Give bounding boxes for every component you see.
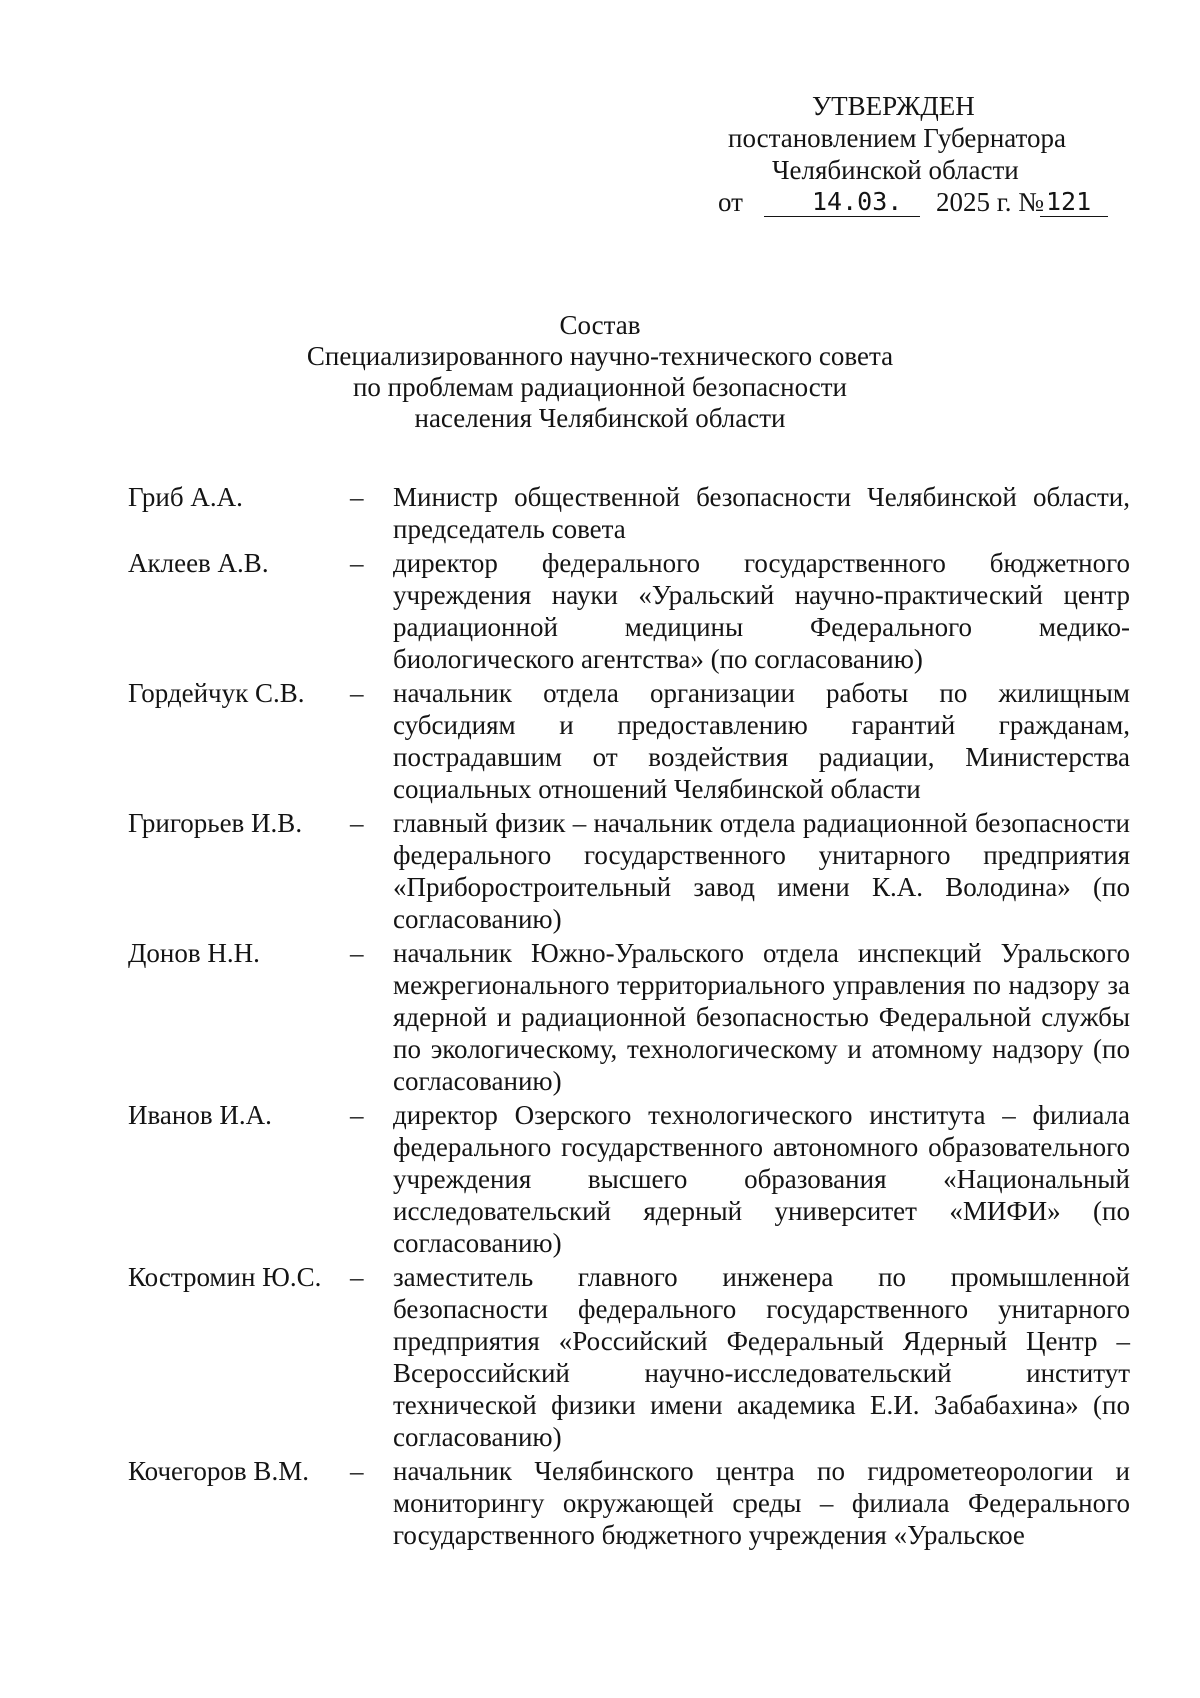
member-dash: –	[350, 1100, 364, 1130]
member-dash: –	[350, 482, 364, 512]
member-role: начальник отдела организации работы по жилищным субсидиям и предоставлению гарантий гражданам, пострадавшим от воздействия радиации, Министерства социальных отношений Челябинской области	[393, 678, 1130, 804]
member-entry	[128, 677, 1130, 805]
date-prefix: от	[718, 187, 743, 217]
approval-heading: УТВЕРЖДЕН	[812, 91, 975, 121]
approval-line-resolution: постановлением Губернатора	[728, 123, 1066, 153]
member-dash: –	[350, 1262, 364, 1292]
date-underline	[764, 186, 920, 217]
member-dash: –	[350, 678, 364, 708]
title-line-1: Состав	[559, 310, 641, 340]
member-role: директор Озерского технологического института – филиала федерального государственного автономного образовательного учреждения высшего образования «Национальный исследовательский ядерный университет «МИФИ» (по согласованию)	[393, 1100, 1130, 1258]
member-name: Кочегоров В.М.	[128, 1456, 309, 1486]
member-entry	[128, 937, 1130, 1097]
member-name: Костромин Ю.С.	[128, 1262, 322, 1292]
member-entry	[128, 1261, 1130, 1453]
member-dash: –	[350, 548, 364, 578]
date-value: 14.03.	[812, 187, 903, 216]
title-line-3: по проблемам радиационной безопасности	[352, 372, 847, 402]
member-entry	[128, 807, 1130, 935]
member-dash: –	[350, 1456, 364, 1486]
member-entry	[128, 1455, 1130, 1551]
member-name: Донов Н.Н.	[128, 938, 260, 968]
member-name: Григорьев И.В.	[128, 808, 303, 838]
title-line-2: Специализированного научно-технического совета	[306, 341, 894, 371]
member-role: начальник Южно-Уральского отдела инспекций Уральского межрегионального территориального управления по надзору за ядерной и радиационной безопасностью Федеральной службы по экологическому, технологическому и атомному надзору (по согласованию)	[393, 938, 1130, 1096]
member-role: директор федерального государственного бюджетного учреждения науки «Уральский научно-практический центр радиационной медицины Федерального медико-биологического агентства» (по согласованию)	[393, 548, 1130, 674]
member-role: Министр общественной безопасности Челябинской области, председатель совета	[393, 482, 1130, 544]
year-and-number-label: 2025 г. №	[936, 187, 1045, 217]
member-entry	[128, 1099, 1130, 1259]
member-name: Иванов И.А.	[128, 1100, 272, 1130]
document-title	[240, 310, 960, 434]
approval-line-region: Челябинской области	[772, 155, 1019, 185]
member-name: Гордейчук С.В.	[128, 678, 305, 708]
number-underline	[1040, 186, 1108, 217]
member-dash: –	[350, 938, 364, 968]
member-entry	[128, 481, 1130, 545]
document-number: 121	[1046, 187, 1092, 216]
member-name: Аклеев А.В.	[128, 548, 269, 578]
member-role: начальник Челябинского центра по гидрометеорологии и мониторингу окружающей среды – филиала Федерального государственного бюджетного учреждения «Уральское	[393, 1456, 1130, 1550]
member-name: Гриб А.А.	[128, 482, 243, 512]
member-dash: –	[350, 808, 364, 838]
member-entry	[128, 547, 1130, 675]
member-role: главный физик – начальник отдела радиационной безопасности федерального государственного унитарного предприятия «Приборостроительный завод имени К.А. Володина» (по согласованию)	[393, 808, 1130, 934]
members-list	[128, 481, 1130, 1553]
title-line-4: населения Челябинской области	[414, 403, 786, 433]
member-role: заместитель главного инженера по промышленной безопасности федерального государственного унитарного предприятия «Российский Федеральный Ядерный Центр – Всероссийский научно-исследовательский институт технической физики имени академика Е.И. Забабахина» (по согласованию)	[393, 1262, 1130, 1452]
